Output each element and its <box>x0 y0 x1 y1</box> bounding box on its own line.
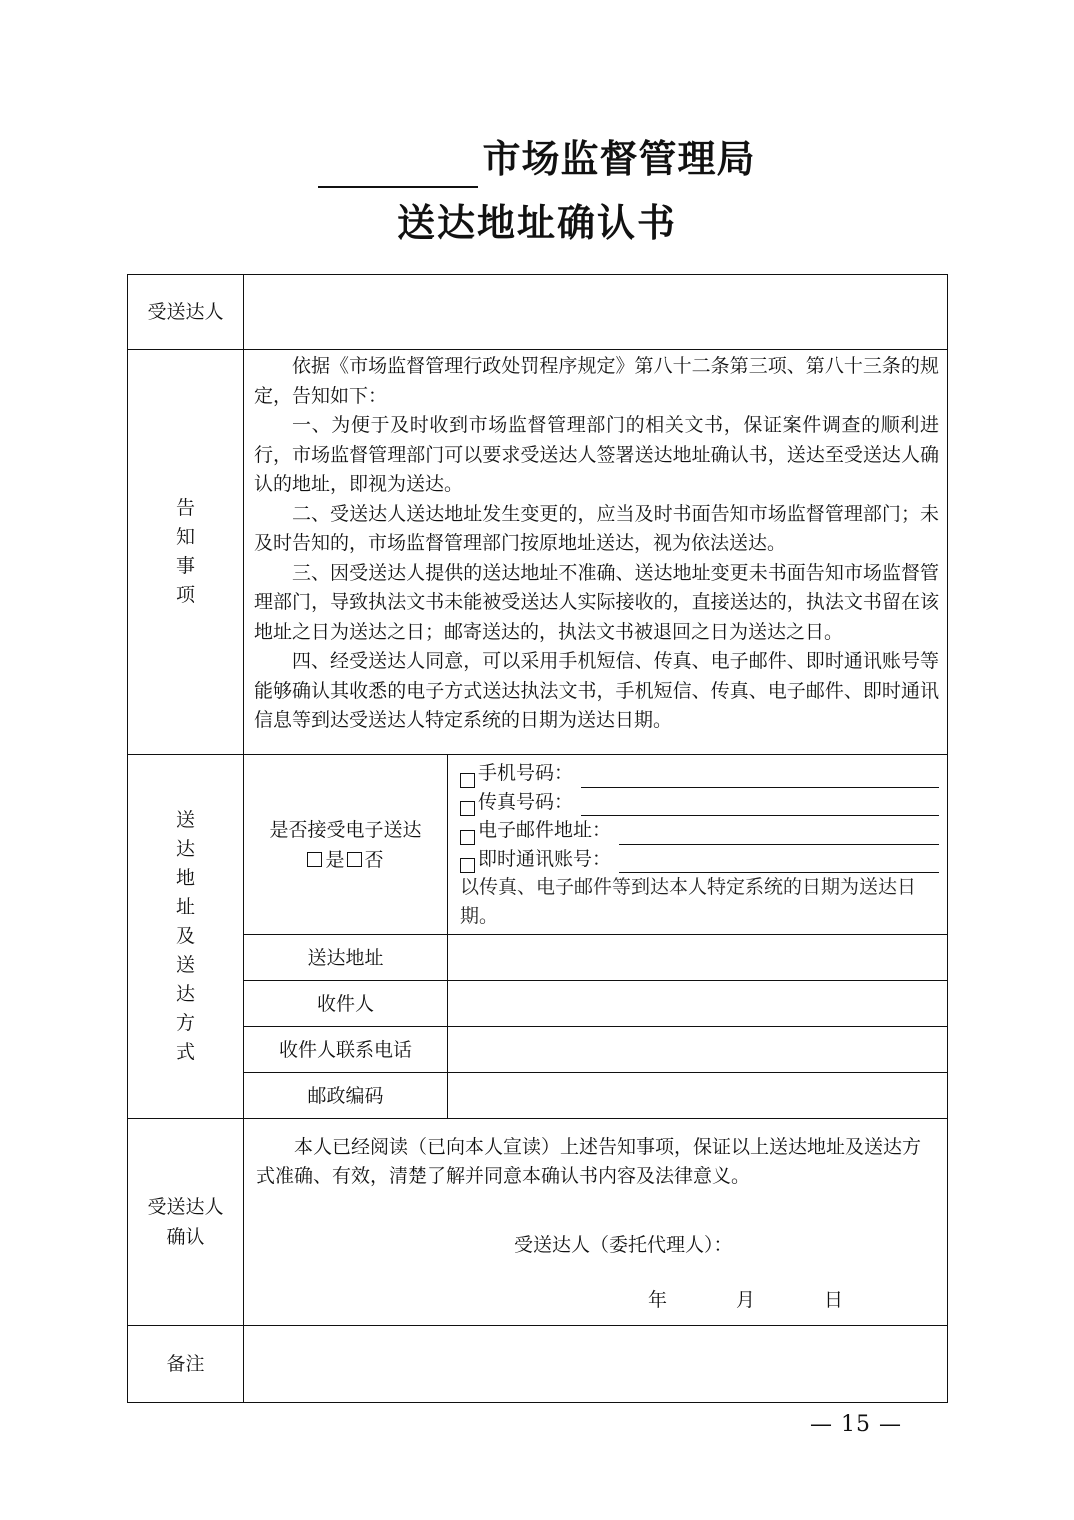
im-input-line[interactable] <box>619 852 939 873</box>
notice-row <box>128 350 948 755</box>
document-title <box>0 130 1074 252</box>
agency-name-blank[interactable] <box>318 146 478 188</box>
accept-electronic-cell <box>244 755 448 935</box>
phone-checkbox[interactable] <box>460 773 475 788</box>
form-title: 送达地址确认书 <box>396 200 677 245</box>
date-year: 年 <box>648 1289 668 1311</box>
receiver-phone-row <box>128 1027 948 1073</box>
address-label: 送达地址 <box>244 935 448 981</box>
date-month: 月 <box>736 1289 756 1311</box>
date-line[interactable] <box>256 1286 939 1315</box>
phone-input-line[interactable] <box>581 767 939 788</box>
phone-field-row <box>460 759 939 788</box>
address-label-char: 及 <box>175 925 195 947</box>
notice-content <box>244 350 948 755</box>
notice-label-char: 项 <box>175 584 195 606</box>
address-label-char: 式 <box>175 1041 195 1063</box>
receiver-label: 收件人 <box>244 981 448 1027</box>
address-label-char: 送 <box>175 954 195 976</box>
yes-checkbox[interactable] <box>307 852 322 867</box>
address-label-char: 地 <box>175 867 195 889</box>
signer-line[interactable]: 受送达人（委托代理人）： <box>514 1234 733 1256</box>
address-input[interactable] <box>448 935 948 981</box>
confirm-label <box>128 1119 244 1326</box>
postcode-label: 邮政编码 <box>244 1073 448 1119</box>
confirm-label-line: 受送达人 <box>147 1196 224 1218</box>
accept-electronic-question: 是否接受电子送达 <box>269 818 422 841</box>
email-field-label: 电子邮件地址： <box>478 819 612 841</box>
electronic-note: 以传真、电子邮件等到达本人特定系统的日期为送达日期。 <box>460 876 917 927</box>
confirm-label-line: 确认 <box>166 1226 205 1248</box>
notice-label-char: 知 <box>175 526 195 548</box>
receiver-phone-label: 收件人联系电话 <box>244 1027 448 1073</box>
im-field-row <box>460 845 939 874</box>
remarks-label: 备注 <box>128 1326 244 1403</box>
notice-paragraph: 四、经受送达人同意，可以采用手机短信、传真、电子邮件、即时通讯账号等能够确认其收悉的电子方式送达执法文书，手机短信、传真、电子邮件、即时通讯信息等到达受送达人特定系统的日期为送达日期。 <box>254 650 939 731</box>
notice-label-char: 告 <box>175 497 195 519</box>
notice-label-char: 事 <box>175 555 195 577</box>
no-checkbox[interactable] <box>347 852 362 867</box>
address-method-label <box>128 755 244 1119</box>
email-checkbox[interactable] <box>460 830 475 845</box>
postcode-row <box>128 1073 948 1119</box>
notice-paragraph: 依据《市场监督管理行政处罚程序规定》第八十二条第三项、第八十三条的规定，告知如下： <box>254 355 939 407</box>
accept-electronic-options <box>244 845 447 875</box>
postcode-input[interactable] <box>448 1073 948 1119</box>
phone-field-label: 手机号码： <box>478 762 574 784</box>
notice-label <box>128 350 244 755</box>
im-checkbox[interactable] <box>460 858 475 873</box>
im-field-label: 即时通讯账号： <box>478 847 612 870</box>
address-label-char: 达 <box>175 983 195 1005</box>
receiver-input[interactable] <box>448 981 948 1027</box>
confirm-statement: 本人已经阅读（已向本人宣读）上述告知事项，保证以上送达地址及送达方式准确、有效，清楚了解并同意本确认书内容及法律意义。 <box>256 1136 922 1187</box>
confirm-row <box>128 1119 948 1326</box>
receiver-row <box>128 981 948 1027</box>
address-label-char: 方 <box>175 1012 195 1034</box>
confirmation-form-table <box>127 274 948 1403</box>
title-agency-line <box>0 130 1074 188</box>
email-field-row <box>460 816 939 845</box>
fax-checkbox[interactable] <box>460 801 475 816</box>
yes-label: 是 <box>325 848 345 871</box>
fax-field-row <box>460 788 939 817</box>
page-number: — 15 — <box>810 1412 902 1437</box>
remarks-row <box>128 1326 948 1403</box>
electronic-service-row <box>128 755 948 935</box>
address-label-char: 址 <box>175 896 195 918</box>
address-label-char: 送 <box>175 809 195 831</box>
address-row <box>128 935 948 981</box>
recipient-row <box>128 275 948 350</box>
address-label-char: 达 <box>175 838 195 860</box>
receiver-phone-input[interactable] <box>448 1027 948 1073</box>
email-input-line[interactable] <box>619 824 939 845</box>
agency-suffix: 市场监督管理局 <box>482 136 756 181</box>
notice-paragraph: 二、受送达人送达地址发生变更的，应当及时书面告知市场监督管理部门；未及时告知的，市场监督管理部门按原地址送达，视为依法送达。 <box>254 502 939 554</box>
fax-field-label: 传真号码： <box>478 790 574 813</box>
remarks-field[interactable] <box>244 1326 948 1403</box>
notice-paragraph: 一、为便于及时收到市场监督管理部门的相关文书，保证案件调查的顺利进行，市场监督管理部门可以要求受送达人签署送达地址确认书，送达至受送达人确认的地址，即视为送达。 <box>254 414 939 495</box>
electronic-contact-fields <box>448 755 948 935</box>
recipient-label: 受送达人 <box>128 275 244 350</box>
confirm-content <box>244 1119 948 1326</box>
notice-paragraph: 三、因受送达人提供的送达地址不准确、送达地址变更未书面告知市场监督管理部门，导致执法文书未能被受送达人实际接收的，直接送达的，执法文书留在该地址之日为送达之日；邮寄送达的，执法文书被退回之日为送达之日。 <box>254 561 939 643</box>
fax-input-line[interactable] <box>581 795 939 816</box>
no-label: 否 <box>364 848 384 871</box>
date-day: 日 <box>824 1289 844 1311</box>
recipient-field[interactable] <box>244 275 948 350</box>
